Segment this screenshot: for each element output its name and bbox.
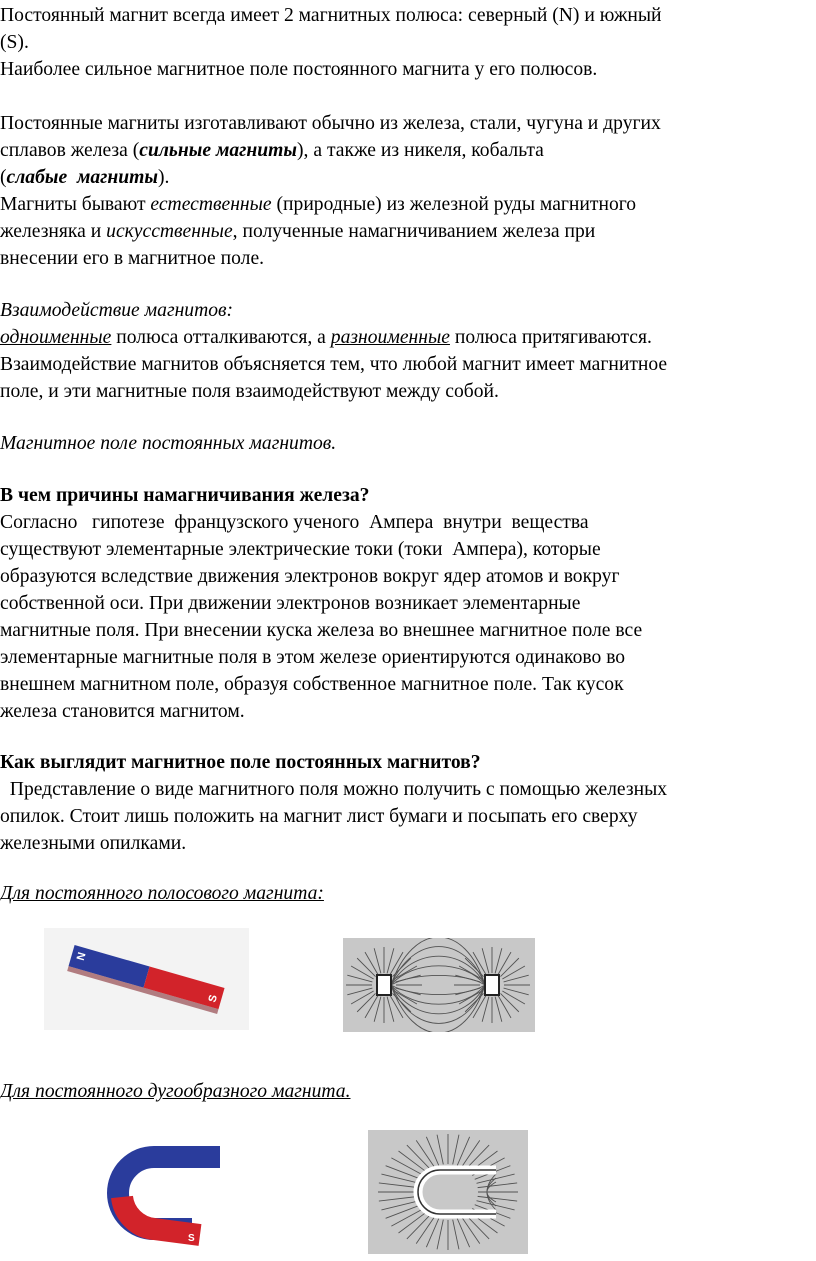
paragraph-strongest-field (0, 56, 597, 83)
text: Как выглядит магнитное поле постоянных магнитов? (0, 752, 481, 773)
bar-magnet-figure (44, 928, 249, 1030)
horseshoe-south-label: S (188, 1233, 195, 1244)
right-pole-mark (485, 975, 499, 995)
horseshoe-magnet-figure (100, 1135, 228, 1253)
paragraph-poles-line2 (0, 29, 29, 56)
ampere-paragraph-line4 (0, 590, 580, 617)
text: элементарные магнитные поля в этом железе ориентируются одинаково во (0, 647, 626, 668)
text: Представление о виде магнитного поля можно получить с помощью железных (0, 779, 668, 800)
text: ( (0, 167, 7, 188)
text: Для постоянного полосового магнита: (0, 883, 324, 904)
text: (природные) из железной руды магнитного (271, 194, 637, 215)
north-pole-label: N (74, 950, 89, 962)
paragraph-materials-line1 (0, 110, 661, 137)
bar-magnet-filings-photo (343, 938, 535, 1032)
unlike-poles-term: разноименные (330, 327, 450, 348)
ampere-paragraph-line8 (0, 698, 245, 725)
text: Постоянные магниты изготавливают обычно из железа, стали, чугуна и других (0, 113, 661, 134)
text: Взаимодействие магнитов объясняется тем, что любой магнит имеет магнитное (0, 354, 668, 375)
text: Взаимодействие магнитов: (0, 300, 234, 321)
natural-term: естественные (150, 194, 272, 215)
text: полюса отталкиваются, а (111, 327, 331, 348)
paragraph-types-line1 (0, 191, 636, 218)
paragraph-types-line3 (0, 245, 264, 272)
paragraph-poles-line1 (0, 2, 662, 29)
ampere-paragraph-line1 (0, 509, 589, 536)
like-poles-term: одноименные (0, 327, 112, 348)
text: образуются вследствие движения электронов вокруг ядер атомов и вокруг (0, 566, 620, 587)
text: собственной оси. При движении электронов возникает элементарные (0, 593, 581, 614)
text: ), а также из никеля, кобальта (297, 140, 544, 161)
paragraph-materials-line2 (0, 137, 544, 164)
interaction-explanation-line1 (0, 351, 667, 378)
ampere-paragraph-line5 (0, 617, 642, 644)
ampere-paragraph-line2 (0, 536, 601, 563)
interaction-heading (0, 297, 233, 324)
weak-magnets-term: слабые магниты (6, 167, 159, 188)
text: Наиболее сильное магнитное поле постоянного магнита у его полюсов. (0, 59, 598, 80)
text: ). (158, 167, 170, 188)
text: внесении его в магнитное поле. (0, 248, 265, 269)
text: опилок. Стоит лишь положить на магнит лист бумаги и посыпать его сверху (0, 806, 638, 827)
text: , полученные намагничиванием железа при (232, 221, 596, 242)
text: Согласно гипотезе французского ученого Ампера внутри вещества (0, 512, 589, 533)
paragraph-materials-line3 (0, 164, 169, 191)
text: полюса притягиваются. (449, 327, 652, 348)
field-heading (0, 430, 336, 457)
filings-paragraph-line1 (0, 776, 667, 803)
horseshoe-south-arm (122, 1197, 200, 1235)
ampere-paragraph-line3 (0, 563, 620, 590)
text: Постоянный магнит всегда имеет 2 магнитных полюса: северный (N) и южный (0, 5, 662, 26)
text: внешнем магнитном поле, образуя собственное магнитное поле. Так кусок (0, 674, 624, 695)
horseshoe-magnet-filings-photo (368, 1130, 528, 1254)
text: магнитные поля. При внесении куска железа во внешнее магнитное поле все (0, 620, 643, 641)
text: Магнитное поле постоянных магнитов. (0, 433, 337, 454)
text: (S). (0, 32, 29, 53)
interaction-explanation-line2 (0, 378, 499, 405)
ampere-paragraph-line6 (0, 644, 625, 671)
question-magnetization-heading (0, 482, 369, 509)
text: Для постоянного дугообразного магнита. (0, 1081, 351, 1102)
text: железа становится магнитом. (0, 701, 245, 722)
text: поле, и эти магнитные поля взаимодействуют между собой. (0, 381, 499, 402)
interaction-rule (0, 324, 652, 351)
paragraph-types-line2 (0, 218, 595, 245)
strong-magnets-term: сильные магниты (139, 140, 298, 161)
bar-magnet-caption (0, 880, 324, 907)
question-field-look-heading (0, 749, 481, 776)
left-pole-mark (377, 975, 391, 995)
text: сплавов железа ( (0, 140, 140, 161)
text: железняка и (0, 221, 107, 242)
text: железными опилками. (0, 833, 187, 854)
text: В чем причины намагничивания железа? (0, 485, 370, 506)
filings-paragraph-line3 (0, 830, 186, 857)
ampere-paragraph-line7 (0, 671, 624, 698)
text: существуют элементарные электрические токи (токи Ампера), которые (0, 539, 601, 560)
text: Магниты бывают (0, 194, 151, 215)
horseshoe-magnet-caption (0, 1078, 351, 1105)
artificial-term: искусственные (106, 221, 233, 242)
south-pole-label: S (206, 993, 220, 1004)
filings-paragraph-line2 (0, 803, 638, 830)
